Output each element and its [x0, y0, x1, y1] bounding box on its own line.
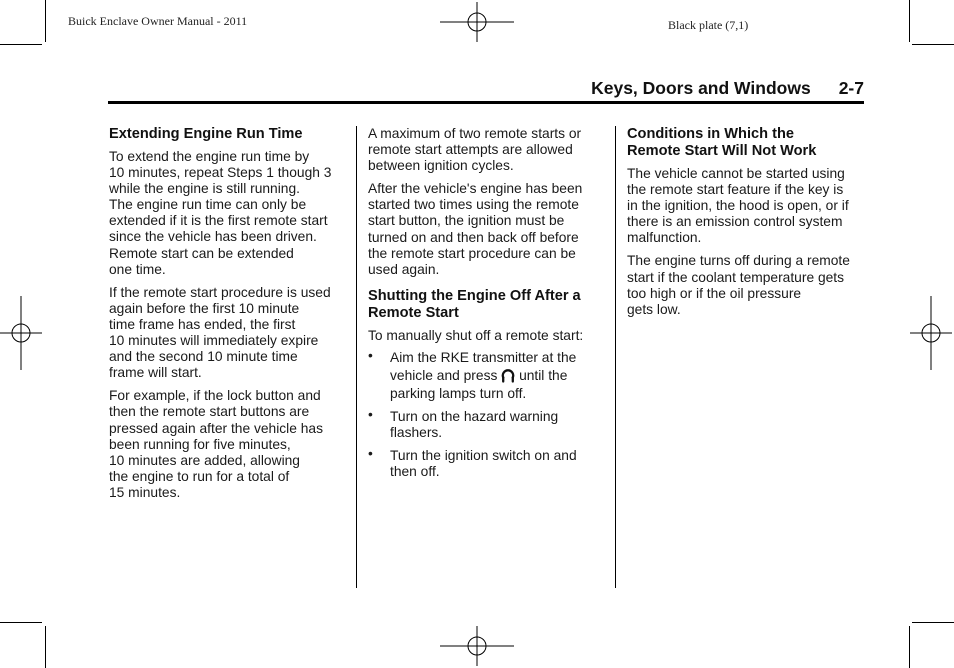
- text-line: start if the coolant temperature gets: [627, 269, 845, 285]
- heading-line: Remote Start Will Not Work: [627, 143, 817, 159]
- crop-mark: [45, 626, 46, 668]
- text-line: again before the first 10 minute: [109, 300, 300, 316]
- text-line: The engine turns off during a remote: [627, 253, 850, 269]
- heading-line: Shutting the Engine Off After a: [368, 287, 581, 304]
- text-line: To extend the engine run time by: [109, 149, 310, 164]
- column-1: [109, 126, 349, 508]
- section-heading: [368, 288, 608, 322]
- text-line: 10 minutes will immediately expire: [109, 333, 319, 349]
- running-header: [108, 78, 864, 102]
- text-line: malfunction.: [627, 230, 702, 246]
- bullet-list: [368, 347, 608, 481]
- text-line: pressed again after the vehicle has: [109, 420, 323, 436]
- page-number: 2-7: [838, 78, 864, 98]
- bullet-dot: •: [368, 347, 373, 363]
- registration-mark-right: [910, 296, 952, 370]
- print-meta-title: Buick Enclave Owner Manual - 2011: [68, 14, 248, 28]
- text-line: used again.: [368, 261, 440, 277]
- paragraph: [627, 253, 867, 317]
- text-line: in the ignition, the hood is open, or if: [627, 198, 849, 214]
- column-3: [627, 126, 867, 325]
- text-line: 10 minutes, repeat Steps 1 though 3: [109, 165, 332, 181]
- text-line: one time.: [109, 261, 166, 277]
- text-line: To manually shut off a remote start:: [368, 327, 584, 343]
- section-heading: Extending Engine Run Time: [109, 126, 303, 142]
- text-line: start button, the ignition must be: [368, 213, 565, 229]
- text-line: too high or if the oil pressure: [627, 285, 802, 301]
- paragraph: [368, 126, 608, 174]
- section-heading: [627, 126, 867, 160]
- text-line: then off.: [390, 464, 440, 480]
- registration-mark-left: [0, 296, 42, 370]
- text-line: extended if it is the first remote start: [109, 213, 328, 229]
- text-line: gets low.: [627, 301, 681, 317]
- remote-start-icon: [501, 367, 515, 383]
- text-line: The engine run time can only be: [109, 197, 307, 213]
- paragraph: [109, 285, 349, 382]
- text-line: turned on and then back off before: [368, 229, 579, 245]
- text-line: been running for five minutes,: [109, 436, 291, 452]
- list-item: [368, 448, 608, 480]
- column-2: [368, 126, 608, 488]
- text-line: time frame has ended, the first: [109, 316, 296, 332]
- column-divider: [356, 126, 357, 588]
- text-line: then the remote start buttons are: [109, 404, 310, 420]
- list-item: [368, 409, 608, 441]
- crop-mark: [912, 44, 954, 45]
- text-line: 10 minutes are added, allowing: [109, 452, 300, 468]
- text-line: 15 minutes.: [109, 484, 181, 500]
- crop-mark: [45, 0, 46, 42]
- paragraph: [109, 149, 349, 278]
- bullet-dot: •: [368, 407, 373, 423]
- text-line: For example, if the lock button and: [109, 388, 321, 404]
- text-fragment: vehicle and press: [390, 368, 498, 384]
- column-divider: [615, 126, 616, 588]
- section-title: Keys, Doors and Windows: [591, 78, 811, 98]
- text-line: After the vehicle's engine has been: [368, 181, 583, 197]
- list-item: [368, 347, 608, 402]
- text-line: frame will start.: [109, 365, 202, 381]
- text-line: between ignition cycles.: [368, 158, 514, 174]
- text-line: remote start attempts are allowed: [368, 142, 573, 158]
- print-meta-plate: Black plate (7,1): [668, 18, 749, 32]
- text-fragment: until the: [519, 368, 568, 384]
- crop-mark: [909, 626, 910, 668]
- text-line: flashers.: [390, 425, 443, 441]
- text-line: the engine to run for a total of: [109, 468, 290, 484]
- heading-line: Conditions in Which the: [627, 126, 794, 142]
- text-line: Aim the RKE transmitter at the: [390, 349, 577, 365]
- text-line: the remote start procedure can be: [368, 245, 576, 261]
- text-line: parking lamps turn off.: [390, 386, 527, 402]
- paragraph: [368, 181, 608, 278]
- paragraph: [368, 328, 608, 344]
- text-line: Turn the ignition switch on and: [390, 448, 577, 464]
- text-line: while the engine is still running.: [109, 181, 300, 197]
- crop-mark: [909, 0, 910, 42]
- crop-mark: [0, 44, 42, 45]
- bullet-dot: •: [368, 446, 373, 462]
- text-line: If the remote start procedure is used: [109, 284, 331, 300]
- text-line: since the vehicle has been driven.: [109, 229, 317, 245]
- heading-line: Remote Start: [368, 304, 459, 321]
- text-line: and the second 10 minute time: [109, 349, 298, 365]
- header-rule: [108, 101, 864, 104]
- registration-mark-bottom: [440, 626, 514, 666]
- paragraph: [627, 166, 867, 246]
- crop-mark: [912, 622, 954, 623]
- paragraph: [109, 388, 349, 501]
- text-line: started two times using the remote: [368, 197, 579, 213]
- text-line: Turn on the hazard warning: [390, 409, 559, 425]
- registration-mark-top: [440, 2, 514, 42]
- text-line: Remote start can be extended: [109, 245, 294, 261]
- text-line: The vehicle cannot be started using: [627, 166, 845, 181]
- text-line: [390, 366, 608, 386]
- text-line: A maximum of two remote starts or: [368, 126, 582, 141]
- text-line: there is an emission control system: [627, 214, 843, 230]
- crop-mark: [0, 622, 42, 623]
- text-line: the remote start feature if the key is: [627, 182, 844, 198]
